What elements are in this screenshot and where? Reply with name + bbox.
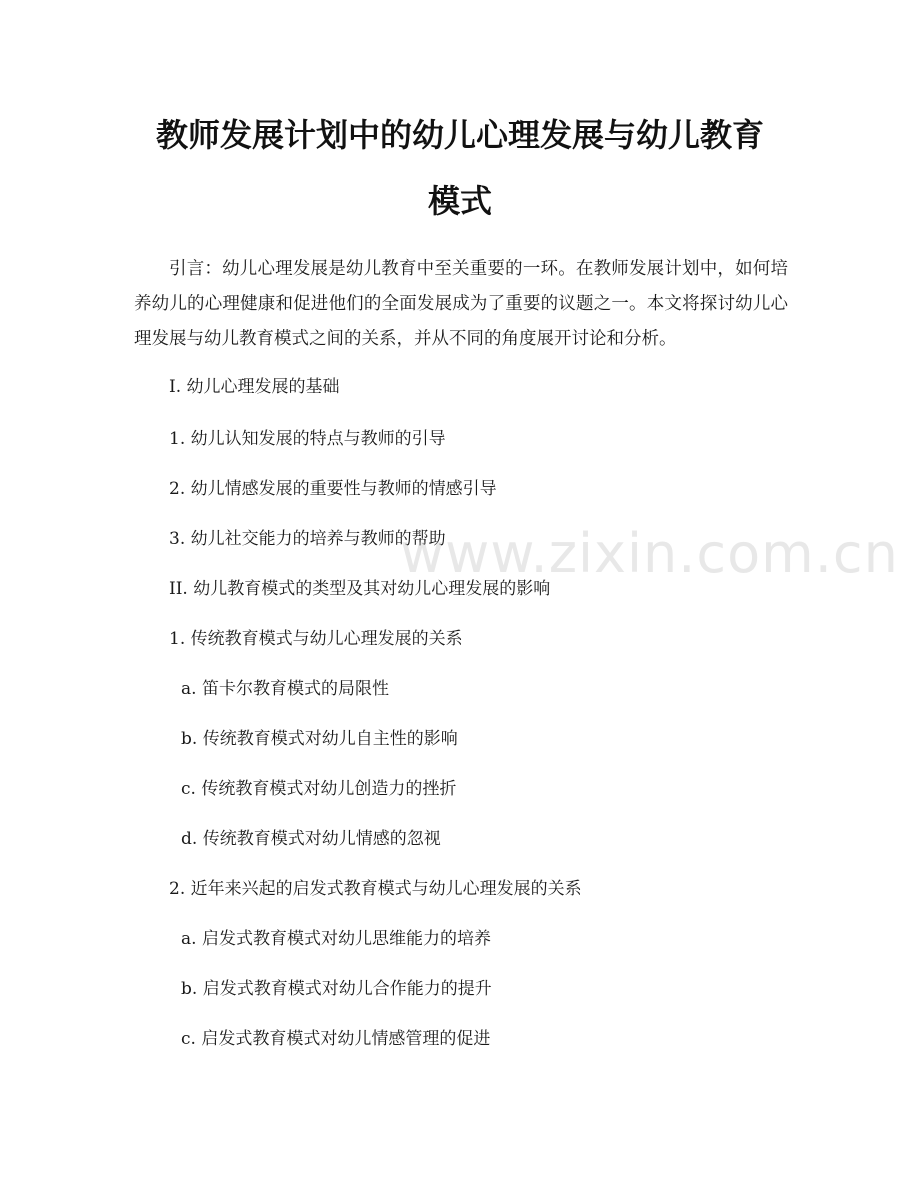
outline-section-2: II. 幼儿教育模式的类型及其对幼儿心理发展的影响 — [169, 579, 551, 599]
outline-item-2-2: 2. 近年来兴起的启发式教育模式与幼儿心理发展的关系 — [169, 879, 582, 899]
outline-subitem-2-1-a: a. 笛卡尔教育模式的局限性 — [181, 679, 389, 699]
watermark: www.zixin.com.cn — [400, 522, 899, 585]
outline-subitem-2-1-d: d. 传统教育模式对幼儿情感的忽视 — [181, 829, 441, 849]
document-title-line-1: 教师发展计划中的幼儿心理发展与幼儿教育 — [155, 116, 764, 154]
outline-subitem-2-1-b: b. 传统教育模式对幼儿自主性的影响 — [181, 729, 458, 749]
outline-subitem-2-1-c: c. 传统教育模式对幼儿创造力的挫折 — [181, 779, 457, 799]
outline-subitem-2-2-c: c. 启发式教育模式对幼儿情感管理的促进 — [181, 1029, 491, 1049]
outline-subitem-2-2-a: a. 启发式教育模式对幼儿思维能力的培养 — [181, 929, 491, 949]
outline-item-2-1: 1. 传统教育模式与幼儿心理发展的关系 — [169, 629, 463, 649]
outline-item-1-2: 2. 幼儿情感发展的重要性与教师的情感引导 — [169, 479, 497, 499]
intro-paragraph: 引言：幼儿心理发展是幼儿教育中至关重要的一环。在教师发展计划中，如何培养幼儿的心理健康和促进他们的全面发展成为了重要的议题之一。本文将探讨幼儿心理发展与幼儿教育模式之间的关系，并从不同的角度展开讨论和分析。 — [134, 259, 788, 349]
outline-item-1-3: 3. 幼儿社交能力的培养与教师的帮助 — [169, 529, 446, 549]
outline-section-1: I. 幼儿心理发展的基础 — [169, 377, 340, 397]
outline-item-1-1: 1. 幼儿认知发展的特点与教师的引导 — [169, 429, 446, 449]
outline-subitem-2-2-b: b. 启发式教育模式对幼儿合作能力的提升 — [181, 979, 492, 999]
document-title-line-2: 模式 — [427, 182, 492, 220]
